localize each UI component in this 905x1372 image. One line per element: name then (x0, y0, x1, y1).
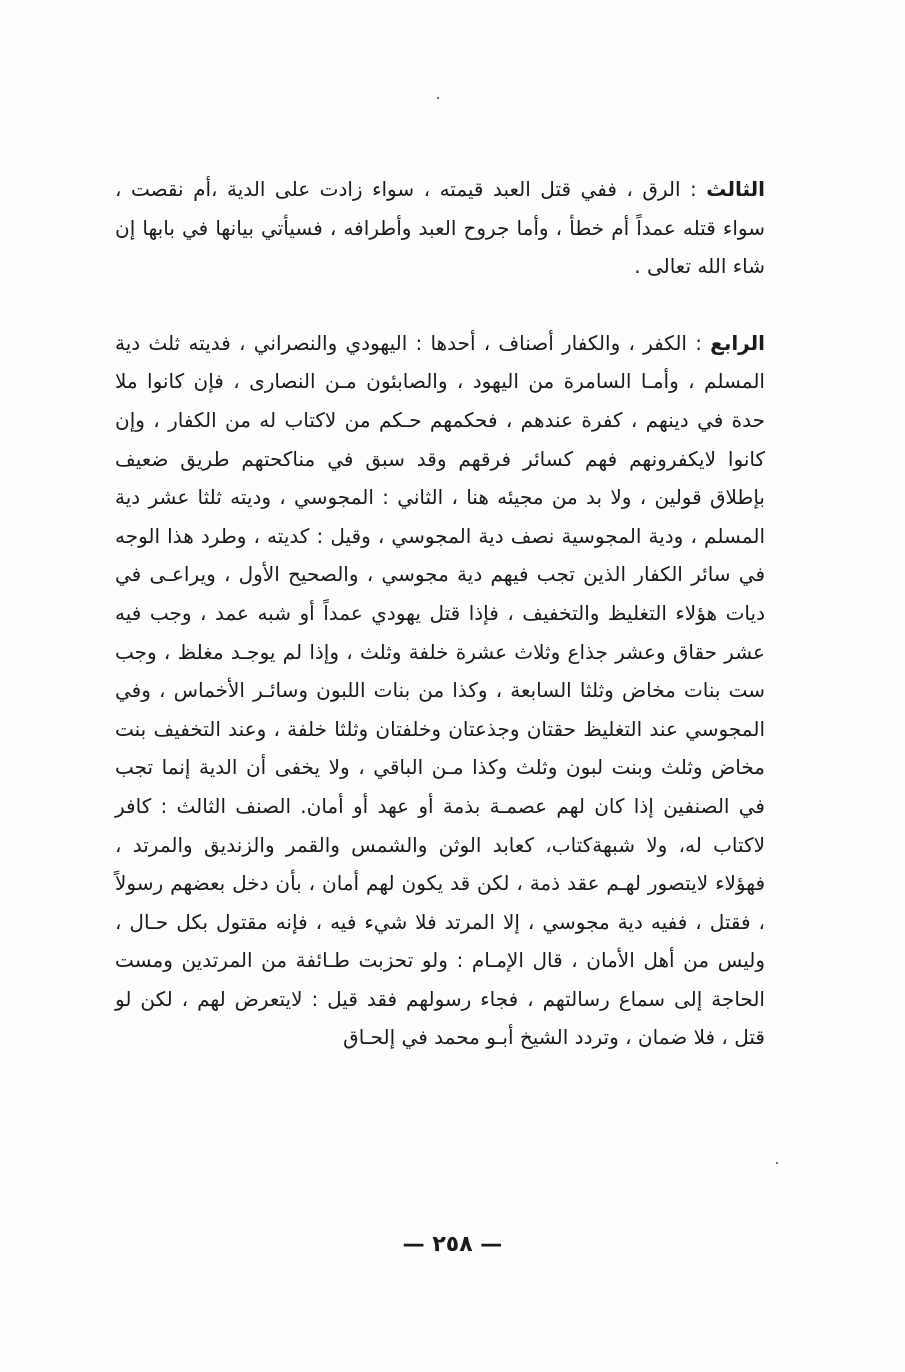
page-body (115, 170, 765, 1057)
paragraph-text: : الكفر ، والكفار أصناف ، أحدها : اليهودي والنصراني ، فديته ثلث دية المسلم ، وأمـا السامرة من اليهود ، والصابئون مـن النصارى ، فإن كانوا ملا حدة في دينهم ، كفرة عندهم ، فحكمهم حـكم من لاكتاب له من الكفار ، وإن كانوا لايكفرونهم فهم كسائر فرقهم وقد سبق في مناكحتهم طريق ضعيف بإطلاق قولين ، ولا بد من مجيئه هنا ، الثاني : المجوسي ، وديته ثلثا عشر دية المسلم ، ودية المجوسية نصف دية المجوسي ، وقيل : كديته ، وطرد هذا الوجه في سائر الكفار الذين تجب فيهم دية مجوسي ، والصحيح الأول ، ويراعـى في ديات هؤلاء التغليظ والتخفيف ، فإذا قتل يهودي عمداً أو شبه عمد ، وجب فيه عشر حقاق وعشر جذاع وثلاث عشرة خلفة وثلث ، وإذا لم يوجـد مغلظ ، وجب ست بنات مخاض وثلثا السابعة ، وكذا من بنات اللبون وسائـر الأخماس ، وفي المجوسي عند التغليظ حقتان وجذعتان وخلفتان وثلثا خلفة ، وعند التخفيف بنت مخاض وثلث وبنت لبون وثلث وكذا مـن الباقي ، ولا يخفى أن الدية إنما تجب في الصنفين إذا كان لهم عصمـة بذمة أو عهد أو أمان. الصنف الثالث : كافر لاكتاب له، ولا شبهةكتاب، كعابد الوثن والشمس والقمر والزنديق والمرتد ، فهؤلاء لايتصور لهـم عقد ذمة ، لكن قد يكون لهم أمان ، بأن دخل بعضهم رسولاً ، فقتل ، ففيه دية مجوسي ، إلا المرتد فلا شيء فيه ، فإنه مقتول بكل حـال ، وليس من أهل الأمان ، قال الإمـام : ولو تحزبت طـائفة من المرتدين ومست الحاجة إلى سماع رسالتهم ، فجاء رسولهم فقد قيل : لايتعرض لهم ، لكن لو قتل ، فلا ضمان ، وتردد الشيخ أبـو محمد في إلحـاق (115, 330, 765, 1050)
paragraph-fourth (115, 324, 765, 1057)
paragraph-heading: الثالث (706, 177, 765, 201)
scan-speck (776, 1162, 778, 1164)
scan-speck (437, 97, 439, 99)
paragraph-heading: الرابع (710, 330, 765, 355)
paragraph-third (115, 170, 765, 286)
paragraph-text: : الرق ، ففي قتل العبد قيمته ، سواء زادت على الدية ،أم نقصت ، سواء قتله عمداً أم خطأ ، وأما جروح العبد وأطرافه ، فسيأتي بيانها في بابها إن شاء الله تعالى . (115, 177, 765, 279)
page-number: — ٢٥٨ — (402, 1232, 503, 1257)
